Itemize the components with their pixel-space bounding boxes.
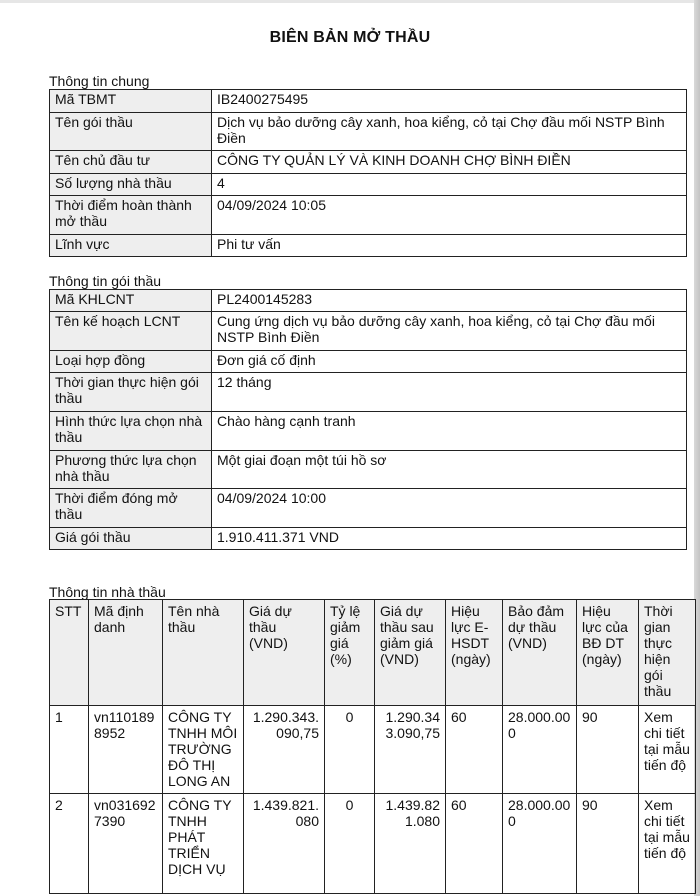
package-info-table bbox=[49, 289, 687, 550]
table-row bbox=[50, 412, 687, 451]
column-header: Thời gian thực hiện gói thầu bbox=[639, 600, 696, 706]
duration-cell: Xem chi tiết tại mẫu tiến độ bbox=[639, 706, 696, 794]
row-label: Tên chủ đầu tư bbox=[50, 151, 212, 174]
bidder-name-cell: CÔNG TY TNHH PHÁT TRIỂN DỊCH VỤ bbox=[163, 794, 244, 894]
row-value: Phi tư vấn bbox=[212, 235, 687, 257]
row-value: CÔNG TY QUẢN LÝ VÀ KINH DOANH CHỢ BÌNH ĐIỀN bbox=[212, 151, 687, 174]
table-row bbox=[50, 196, 687, 235]
row-value: 04/09/2024 10:05 bbox=[212, 196, 687, 235]
table-row bbox=[50, 451, 687, 489]
row-label: Thời điểm hoàn thành mở thầu bbox=[50, 196, 212, 235]
validity-cell: 60 bbox=[446, 794, 503, 894]
stt-cell: 2 bbox=[50, 794, 89, 894]
table-row bbox=[50, 235, 687, 257]
table-row bbox=[50, 113, 687, 151]
identifier-cell: vn0316927390 bbox=[89, 794, 163, 894]
duration-cell: Xem chi tiết tại mẫu tiến độ bbox=[639, 794, 696, 894]
column-header: Hiệu lực E-HSDT (ngày) bbox=[446, 600, 503, 706]
discount-cell: 0 bbox=[325, 706, 375, 794]
row-label: Tên kế hoạch LCNT bbox=[50, 312, 212, 351]
guarantee-validity-cell: 90 bbox=[577, 706, 639, 794]
row-value: Dịch vụ bảo dưỡng cây xanh, hoa kiểng, cỏ tại Chợ đầu mối NSTP Bình Điền bbox=[212, 113, 687, 151]
row-label: Lĩnh vực bbox=[50, 235, 212, 257]
row-value: PL2400145283 bbox=[212, 290, 687, 312]
identifier-cell: vn1101898952 bbox=[89, 706, 163, 794]
table-row bbox=[50, 151, 687, 174]
row-value: 04/09/2024 10:00 bbox=[212, 489, 687, 528]
table-row bbox=[50, 489, 687, 528]
price-after-discount-cell: 1.439.821.080 bbox=[375, 794, 446, 894]
table-row bbox=[50, 290, 687, 312]
guarantee-cell: 28.000.000 bbox=[503, 794, 577, 894]
row-value: 1.910.411.371 VND bbox=[212, 528, 687, 550]
table-row bbox=[50, 351, 687, 373]
bid-price-cell: 1.439.821.080 bbox=[244, 794, 325, 894]
bidder-info-table bbox=[49, 599, 696, 894]
column-header: Tỷ lệ giảm giá (%) bbox=[325, 600, 375, 706]
table-row bbox=[50, 706, 696, 794]
bidder-info-heading: Thông tin nhà thầu bbox=[49, 584, 166, 600]
page-top-edge bbox=[0, 0, 694, 3]
column-header: Giá dự thầu (VND) bbox=[244, 600, 325, 706]
column-header: Tên nhà thầu bbox=[163, 600, 244, 706]
column-header: STT bbox=[50, 600, 89, 706]
row-value: Chào hàng cạnh tranh bbox=[212, 412, 687, 451]
row-label: Mã KHLCNT bbox=[50, 290, 212, 312]
document-title: BIÊN BẢN MỞ THẦU bbox=[269, 29, 431, 46]
table-row bbox=[50, 794, 696, 894]
row-value: IB2400275495 bbox=[212, 90, 687, 113]
row-value: 4 bbox=[212, 174, 687, 196]
row-label: Tên gói thầu bbox=[50, 113, 212, 151]
price-after-discount-cell: 1.290.343.090,75 bbox=[375, 706, 446, 794]
bidder-name-cell: CÔNG TY TNHH MÔI TRƯỜNG ĐÔ THỊ LONG AN bbox=[163, 706, 244, 794]
general-info-heading: Thông tin chung bbox=[49, 73, 150, 89]
row-label: Phương thức lựa chọn nhà thầu bbox=[50, 451, 212, 489]
row-label: Loại hợp đồng bbox=[50, 351, 212, 373]
table-row bbox=[50, 528, 687, 550]
discount-cell: 0 bbox=[325, 794, 375, 894]
row-value: Cung ứng dịch vụ bảo dưỡng cây xanh, hoa kiểng, cỏ tại Chợ đầu mối NSTP Bình Điền bbox=[212, 312, 687, 351]
validity-cell: 60 bbox=[446, 706, 503, 794]
guarantee-cell: 28.000.000 bbox=[503, 706, 577, 794]
row-value: 12 tháng bbox=[212, 373, 687, 412]
stt-cell: 1 bbox=[50, 706, 89, 794]
row-label: Số lượng nhà thầu bbox=[50, 174, 212, 196]
table-row bbox=[50, 312, 687, 351]
row-value: Một giai đoạn một túi hồ sơ bbox=[212, 451, 687, 489]
table-row bbox=[50, 373, 687, 412]
bid-price-cell: 1.290.343.090,75 bbox=[244, 706, 325, 794]
row-label: Mã TBMT bbox=[50, 90, 212, 113]
row-label: Thời gian thực hiện gói thầu bbox=[50, 373, 212, 412]
general-info-table bbox=[49, 89, 687, 257]
table-row bbox=[50, 90, 687, 113]
package-info-heading: Thông tin gói thầu bbox=[49, 273, 162, 289]
row-label: Hình thức lựa chọn nhà thầu bbox=[50, 412, 212, 451]
guarantee-validity-cell: 90 bbox=[577, 794, 639, 894]
column-header: Giá dự thầu sau giảm giá (VND) bbox=[375, 600, 446, 706]
row-value: Đơn giá cố định bbox=[212, 351, 687, 373]
column-header: Mã định danh bbox=[89, 600, 163, 706]
row-label: Thời điểm đóng mở thầu bbox=[50, 489, 212, 528]
row-label: Giá gói thầu bbox=[50, 528, 212, 550]
table-header-row bbox=[50, 600, 696, 706]
column-header: Hiệu lực của BĐ DT (ngày) bbox=[577, 600, 639, 706]
column-header: Bảo đảm dự thầu (VND) bbox=[503, 600, 577, 706]
table-row bbox=[50, 174, 687, 196]
